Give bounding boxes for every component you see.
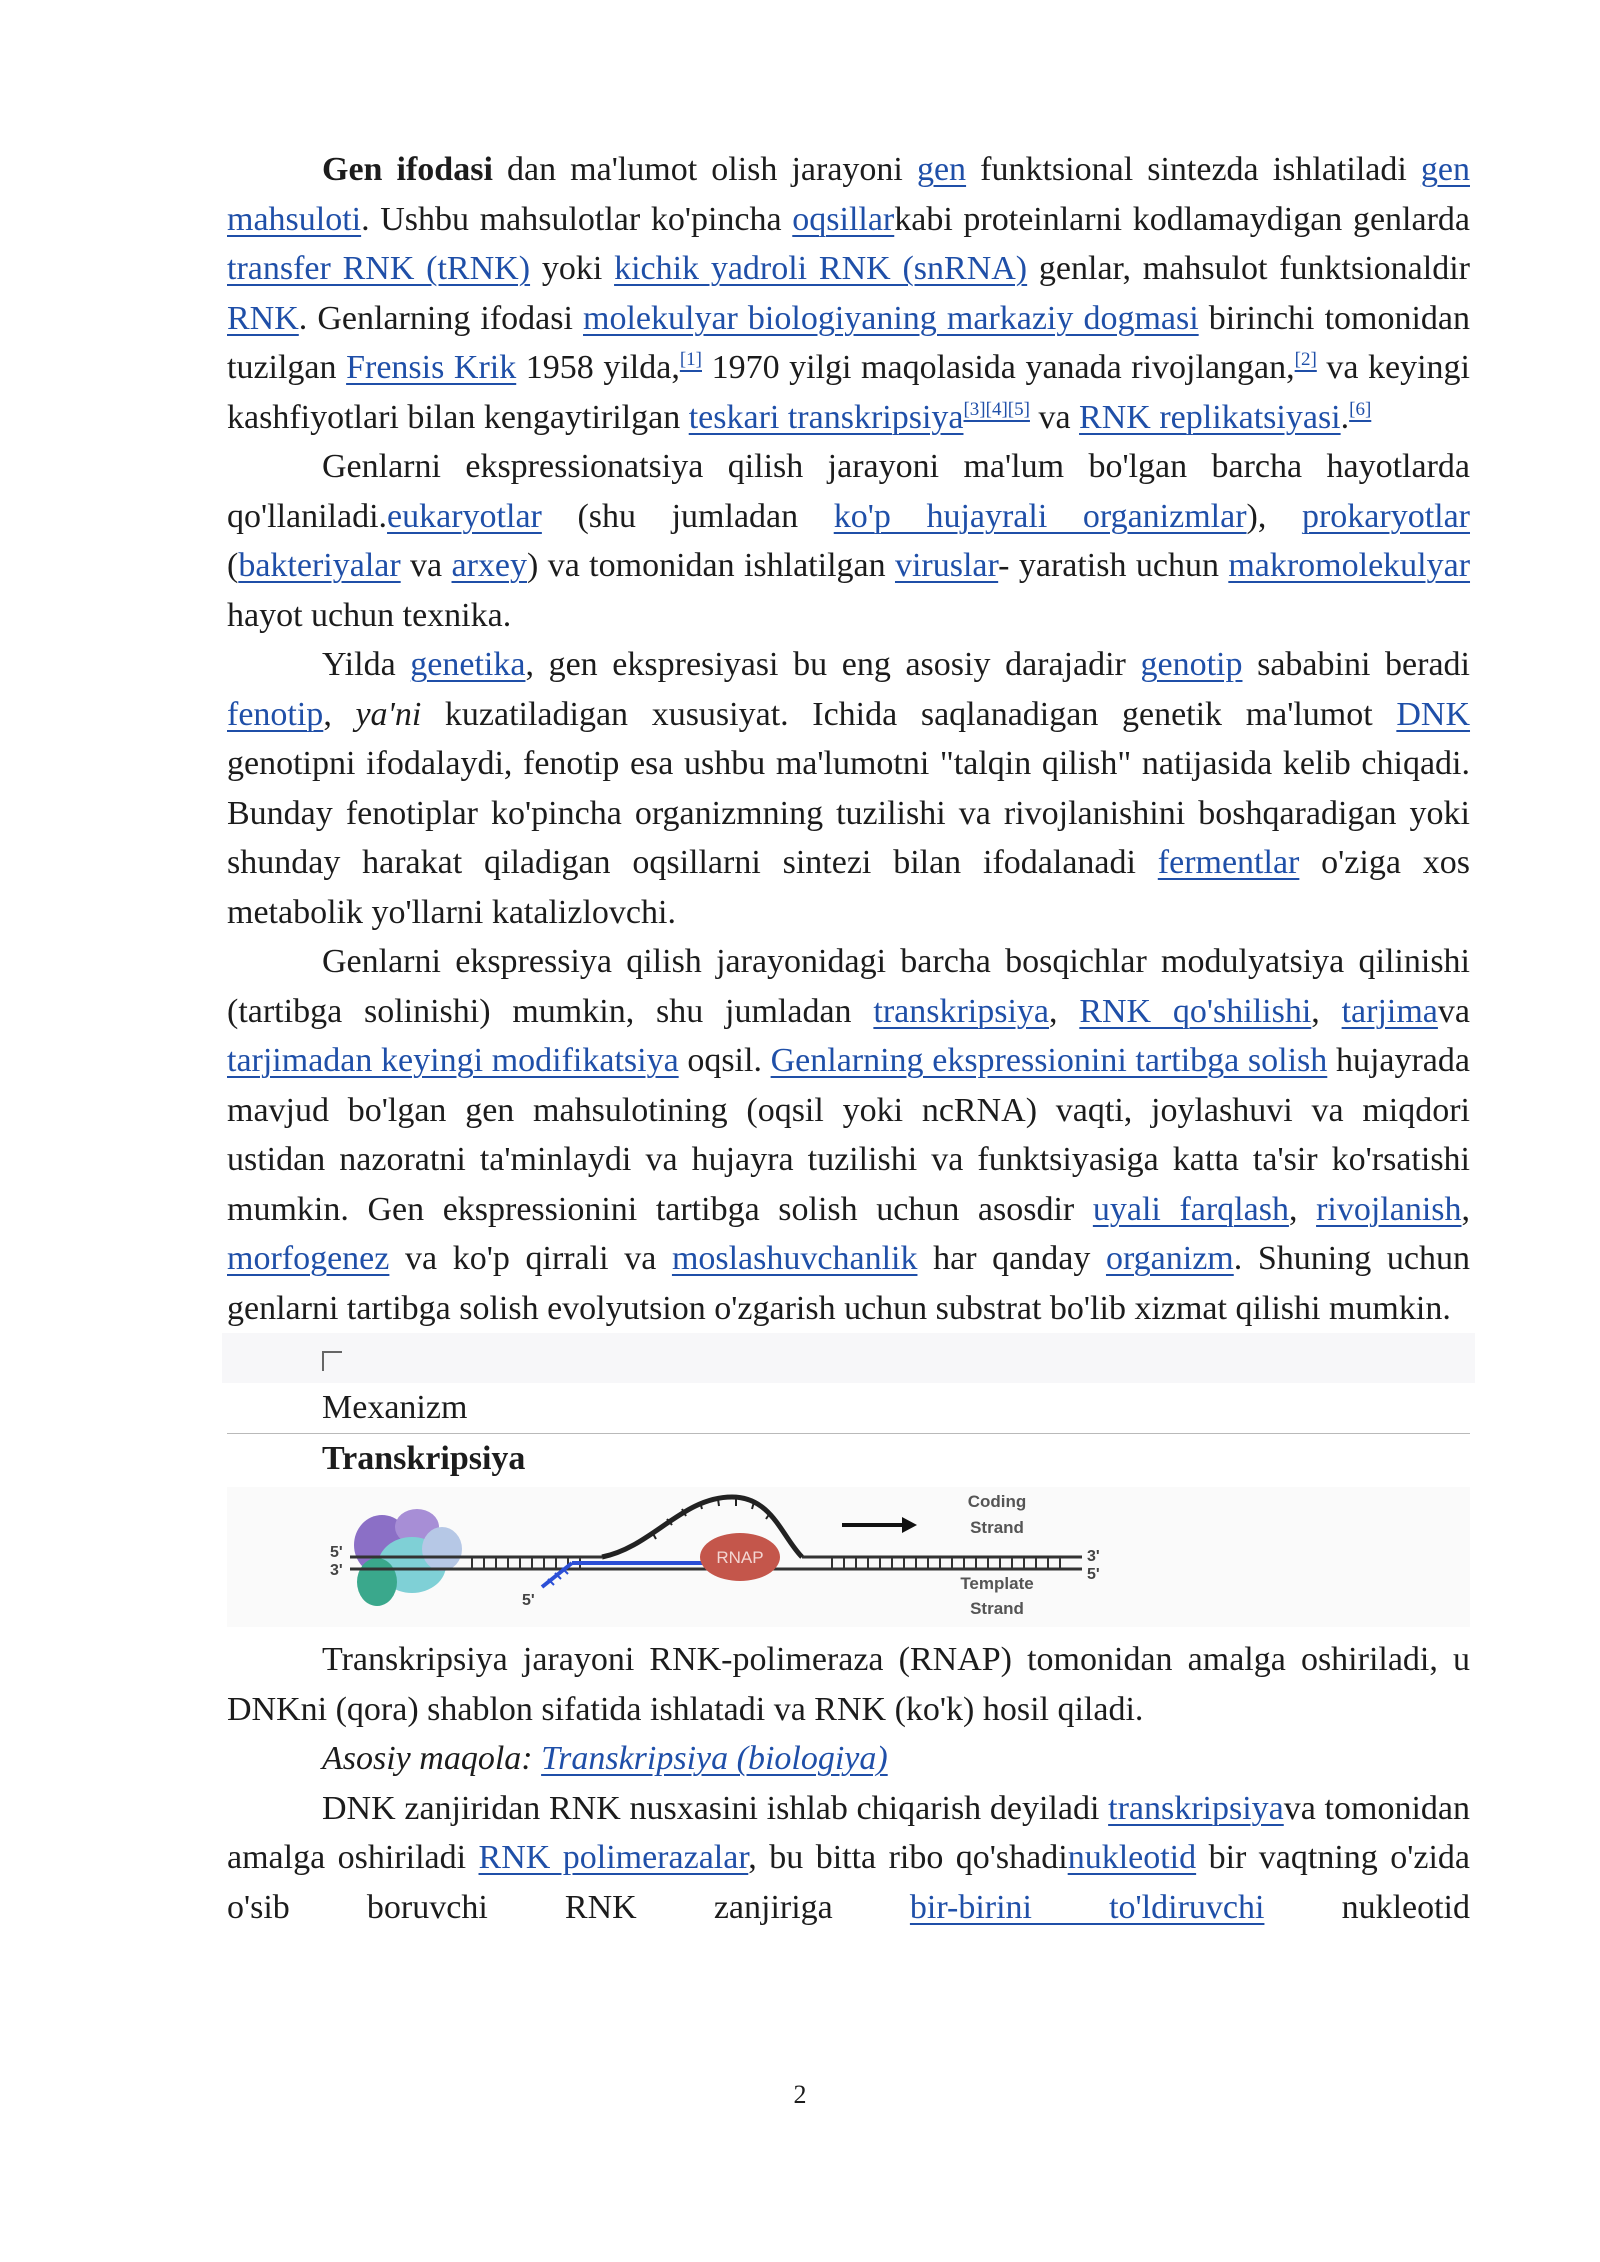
label-3-prime-left: 3' xyxy=(330,1562,343,1579)
page-number: 2 xyxy=(793,2080,807,2109)
link-makromolekulyar[interactable]: makromolekulyar xyxy=(1228,547,1471,584)
link-frensis-krik[interactable]: Frensis Krik xyxy=(346,349,517,386)
link-nukleotid[interactable]: nukleotid xyxy=(1067,1839,1197,1876)
protein-blob-green xyxy=(357,1558,397,1606)
link-prokaryotlar[interactable]: prokaryotlar xyxy=(1301,497,1470,535)
link-gen-mahsuloti[interactable]: gen mahsuloti xyxy=(227,151,1470,238)
link-gen[interactable]: gen xyxy=(916,151,967,188)
link-eukaryotlar[interactable]: eukaryotlar xyxy=(387,497,542,535)
link-moslashuvchanlik[interactable]: moslashuvchanlik xyxy=(671,1240,918,1277)
link-genlarning-ekspressionini-tartibga-solish[interactable]: Genlarning ekspressionini tartibga solish xyxy=(770,1042,1328,1079)
dna-rungs-right xyxy=(832,1557,1060,1569)
label-5-prime-rna: 5' xyxy=(522,1592,535,1609)
link-uyali-farqlash[interactable]: uyali farqlash xyxy=(1092,1190,1289,1228)
transcription-figure xyxy=(227,1487,1470,1627)
reference-3-4-5[interactable]: [3][4][5] xyxy=(963,398,1030,420)
paragraph-gene-expression: Gen ifodasi dan ma'lumot olish jarayoni gen funktsional sintezda ishlatiladi gen mahsuloti. Ushbu mahsulotlar ko'pincha oqsillarkabi proteinlarni kodlamaydigan genlarda transfer RNK (tRNK) yoki kichik yadroli RNK (snRNA) genlar, mahsulot funktsionaldir RNK. Genlarning ifodasi molekulyar biologiyaning markaziy dogmasi birinchi tomonidan tuzilgan Frensis Krik 1958 yilda,[1] 1970 yilgi maqolasida yanada rivojlangan,[2] va keyingi kashfiyotlari bilan kengaytirilgan teskari transkripsiya[3][4][5] va RNK replikatsiyasi.[6] xyxy=(227,151,1471,436)
paragraph-regulation: Genlarni ekspressiya qilish jarayonidagi barcha bosqichlar modulyatsiya qilinishi (tartibga solinishi) mumkin, shu jumladan transkripsiya, RNK qo'shilishi, tarjimava tarjimadan keyingi modifikatsiya oqsil. Genlarning ekspressionini tartibga solish hujayrada mavjud bo'lgan gen mahsulotining (oqsil yoki ncRNA) vaqti, joylashuvi va miqdori ustidan nazoratni ta'minlaydi va hujayra tuzilishi va funktsiyasiga katta ta'sir ko'rsatishi mumkin. Gen ekspressionini tartibga solish uchun asosdir uyali farqlash, rivojlanish, morfogenez va ko'p qirrali va moslashuvchanlik har qanday organizm. Shuning uchun genlarni tartibga solish evolyutsion o'zgarish uchun substrat bo'lib xizmat qilishi mumkin. xyxy=(227,943,1470,1327)
link-tarjima[interactable]: tarjima xyxy=(1341,992,1438,1030)
paragraph-transcription: DNK zanjiridan RNK nusxasini ishlab chiqarish deyiladi transkripsiyava tomonidan amalga oshiriladi RNK polimerazalar, bu bitta ribo qo'shadinukleotid bir vaqtning o'zida o'sib boruvchi RNK zanjiriga bir-birini to'ldiruvchi nukleotid xyxy=(227,1789,1470,1926)
link-kop-hujayrali[interactable]: ko'p hujayrali organizmlar xyxy=(833,497,1247,535)
label-5-prime-left: 5' xyxy=(330,1544,343,1561)
link-rnk-polimerazalar[interactable]: RNK polimerazalar xyxy=(478,1839,749,1876)
link-dnk[interactable]: DNK xyxy=(1396,695,1471,733)
main-article-note: Asosiy maqola: Transkripsiya (biologiya) xyxy=(322,1740,888,1777)
link-rnk[interactable]: RNK xyxy=(227,299,299,337)
transcription-diagram xyxy=(322,1487,1112,1627)
reference-2[interactable]: [2] xyxy=(1294,349,1317,370)
paragraph-all-life: Genlarni ekspressionatsiya qilish jarayoni ma'lum bo'lgan barcha hayotlarda qo'llaniladi.eukaryotlar (shu jumladan ko'p hujayrali organizmlar), prokaryotlar (bakteriyalar va arxey) va tomonidan ishlatilgan viruslar- yaratish uchun makromolekulyar hayot uchun texnika. xyxy=(227,448,1471,634)
reference-6[interactable]: [6] xyxy=(1349,398,1372,420)
link-bir-birini-toldiruvchi[interactable]: bir-birini to'ldiruvchi xyxy=(909,1888,1265,1926)
link-organizm[interactable]: organizm xyxy=(1105,1240,1234,1277)
link-transkripsiya[interactable]: transkripsiya xyxy=(873,992,1050,1030)
link-snrna[interactable]: kichik yadroli RNK (snRNA) xyxy=(614,250,1028,287)
label-coding-strand: Strand xyxy=(970,1518,1024,1537)
figure-caption: Transkripsiya jarayoni RNK-polimeraza (RNAP) tomonidan amalga oshiriladi, u DNKni (qora) shablon sifatida ishlatadi va RNK (ko'k) hosil qiladi. xyxy=(227,1641,1470,1728)
link-tarjimadan-keyingi-modifikatsiya[interactable]: tarjimadan keyingi modifikatsiya xyxy=(227,1042,679,1079)
section-heading: Mexanizm xyxy=(227,1383,1470,1434)
link-teskari-transkripsiya[interactable]: teskari transkripsiya xyxy=(688,398,964,436)
link-genetika[interactable]: genetika xyxy=(410,646,526,683)
paragraph-genetics: Yilda genetika, gen ekspresiyasi bu eng asosiy darajadir genotip sababini beradi fenotip, ya'ni kuzatiladigan xususiyat. Ichida saqlanadigan genetik ma'lumot DNK genotipni ifodalaydi, fenotip esa ushbu ma'lumotni "talqin qilish" natijasida kelib chiqadi. Bunday fenotiplar ko'pincha organizmning tuzilishi va rivojlanishini boshqaradigan yoki shunday harakat qiladigan oqsillarni sintezi bilan ifodalanadi fermentlar o'ziga xos metabolik yo'llarni katalizlovchi. xyxy=(227,646,1471,931)
link-rnk-qoshilishi[interactable]: RNK qo'shilishi xyxy=(1079,992,1312,1030)
document-page xyxy=(227,145,1470,1932)
link-morfogenez[interactable]: morfogenez xyxy=(227,1240,390,1277)
link-rivojlanish[interactable]: rivojlanish xyxy=(1316,1190,1462,1228)
label-template-strand: Strand xyxy=(970,1599,1024,1618)
italic-yani: ya'ni xyxy=(355,695,422,733)
protein-blob-blue xyxy=(422,1527,462,1571)
collapse-checkbox-icon[interactable] xyxy=(322,1351,342,1371)
link-trna[interactable]: transfer RNK (tRNK) xyxy=(227,250,531,287)
direction-arrow-head-icon xyxy=(902,1517,917,1533)
link-rnk-replikatsiyasi[interactable]: RNK replikatsiyasi xyxy=(1079,398,1341,436)
link-transkripsiya-2[interactable]: transkripsiya xyxy=(1108,1789,1284,1827)
reference-1[interactable]: [1] xyxy=(679,349,702,370)
term-bold: Gen ifodasi xyxy=(322,151,493,188)
link-oqsillar[interactable]: oqsillar xyxy=(792,200,895,238)
rna-ticks xyxy=(548,1568,568,1585)
link-main-article[interactable]: Transkripsiya (biologiya) xyxy=(541,1740,888,1777)
rnap-label: RNAP xyxy=(716,1548,764,1567)
label-5-prime-right: 5' xyxy=(1087,1566,1100,1583)
link-fermentlar[interactable]: fermentlar xyxy=(1157,844,1300,881)
link-viruslar[interactable]: viruslar xyxy=(894,547,999,584)
label-template: Template xyxy=(960,1574,1034,1593)
link-bakteriyalar[interactable]: bakteriyalar xyxy=(238,547,401,584)
link-arxey[interactable]: arxey xyxy=(451,547,528,584)
link-central-dogma[interactable]: molekulyar biologiyaning markaziy dogmasi xyxy=(583,299,1199,337)
label-coding: Coding xyxy=(967,1492,1027,1511)
link-fenotip[interactable]: fenotip xyxy=(227,695,324,733)
collapse-toggle-row xyxy=(222,1333,1475,1383)
label-3-prime-right: 3' xyxy=(1087,1548,1100,1565)
link-genotip[interactable]: genotip xyxy=(1140,646,1243,683)
subsection-heading: Transkripsiya xyxy=(322,1439,526,1477)
